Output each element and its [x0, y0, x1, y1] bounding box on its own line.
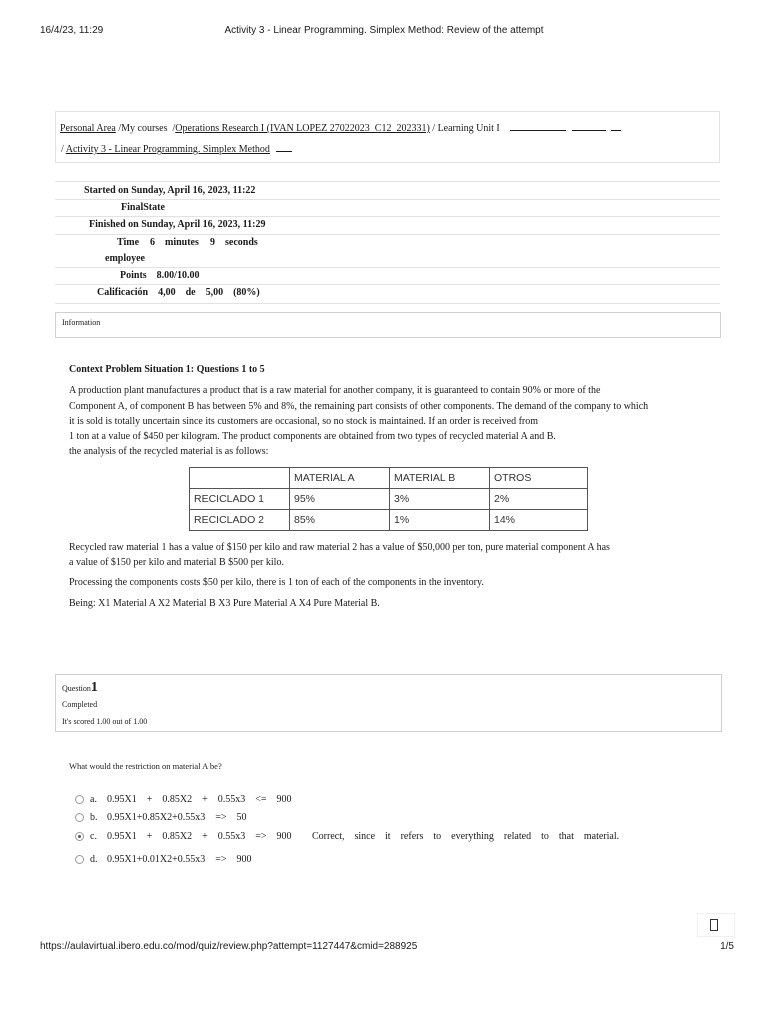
breadcrumb-activity-link[interactable]: Activity 3 - Linear Programming. Simplex Method: [65, 144, 270, 155]
breadcrumb-line-1: [60, 121, 621, 134]
points: Points 8.00/10.00: [120, 270, 200, 281]
table-row: [190, 510, 588, 531]
information-box: [55, 312, 721, 338]
print-datetime: 16/4/23, 11:29: [40, 25, 104, 36]
context-paragraph-line: Component A, of component B has between 5% and 8%, the remaining part consists of other components. The demand of the company to which: [69, 401, 649, 412]
table-cell: RECICLADO 2: [190, 510, 290, 531]
breadcrumb-course-link[interactable]: Operations Research I (IVAN LOPEZ 27022023_C12_202331): [175, 123, 430, 134]
breadcrumb-blank: [510, 121, 566, 131]
question-status: Completed: [62, 700, 98, 709]
question-number: [62, 680, 98, 696]
summary-row-grade: [55, 284, 720, 304]
breadcrumb-my-courses-link[interactable]: My courses: [121, 123, 168, 134]
option-expression: 0.95X1+0.01X2+0.55x3 => 900: [107, 854, 252, 865]
option-expression: 0.95X1 + 0.85X2 + 0.55x3 <= 900: [107, 794, 292, 805]
option-letter: b.: [90, 812, 98, 823]
table-header-row: [190, 468, 588, 489]
final-state: FinalState: [121, 202, 165, 213]
question-label: Question: [62, 684, 91, 693]
context-paragraph-line: the analysis of the recycled material is as follows:: [69, 446, 269, 457]
question-info-box: [55, 674, 722, 732]
summary-row-state: [55, 199, 720, 217]
page-icon-button[interactable]: [697, 913, 735, 937]
option-expression: 0.95X1 + 0.85X2 + 0.55x3 => 900: [107, 831, 292, 842]
context-paragraph-line: 1 ton at a value of $450 per kilogram. The product components are obtained from two types of recycled material A and B.: [69, 431, 556, 442]
breadcrumb: [55, 111, 720, 163]
time-minutes-label: minutes: [165, 237, 199, 248]
radio-button[interactable]: [75, 795, 84, 804]
breadcrumb-line-2: [61, 142, 292, 155]
radio-button-selected[interactable]: [75, 832, 84, 841]
print-page-number: 1/5: [720, 941, 734, 952]
question-score: It's scored 1.00 out of 1.00: [62, 717, 148, 726]
table-cell: 95%: [290, 489, 390, 510]
breadcrumb-blank: [572, 121, 606, 131]
time-suffix: employee: [105, 253, 145, 264]
context-paragraph-line: A production plant manufactures a product that is a raw material for another company, it is guaranteed to contain 90% or more of the: [69, 385, 601, 396]
summary-row-time: [55, 234, 720, 268]
context-paragraph-line: it is sold is totally uncertain since its customers are occasional, so no stock is maintained. If an order is received from: [69, 416, 539, 427]
context-paragraph-line: Recycled raw material 1 has a value of $150 per kilo and raw material 2 has a value of $50,000 per ton, pure material component A has: [69, 542, 610, 553]
summary-row-finished: [55, 216, 720, 235]
radio-button[interactable]: [75, 855, 84, 864]
information-label: Information: [62, 318, 101, 327]
table-row: [190, 489, 588, 510]
context-paragraph-line: Being: X1 Material A X2 Material B X3 Pure Material A X4 Pure Material B.: [69, 598, 380, 609]
table-cell: 3%: [390, 489, 490, 510]
question-text: What would the restriction on material A be?: [69, 761, 222, 771]
grade: Calificación 4,00 de 5,00 (80%): [97, 287, 260, 298]
radio-button[interactable]: [75, 813, 84, 822]
option-letter: a.: [90, 794, 97, 805]
breadcrumb-separator: /: [115, 123, 122, 134]
print-url: https://aulavirtual.ibero.edu.co/mod/quiz/review.php?attempt=1127447&cmid=288925: [40, 941, 418, 952]
table-cell: 14%: [490, 510, 588, 531]
option-letter: d.: [90, 854, 98, 865]
breadcrumb-separator: /: [429, 123, 438, 134]
option-feedback: Correct, since it refers to everything related to that material.: [312, 831, 620, 842]
option-letter: c.: [90, 831, 97, 842]
table-cell: 1%: [390, 510, 490, 531]
table-header-cell: [190, 468, 290, 489]
table-cell: RECICLADO 1: [190, 489, 290, 510]
context-paragraph-line: a value of $150 per kilo and material B $500 per kilo.: [69, 557, 284, 568]
time-minutes: 6: [150, 237, 155, 248]
time-seconds: 9: [210, 237, 215, 248]
finished-on: Finished on Sunday, April 16, 2023, 11:29: [89, 219, 266, 230]
breadcrumb-learning-unit-link[interactable]: Learning Unit I: [437, 123, 500, 134]
recycled-material-table: [189, 467, 588, 531]
table-header-cell: MATERIAL B: [390, 468, 490, 489]
breadcrumb-blank: [611, 121, 621, 131]
table-cell: 2%: [490, 489, 588, 510]
summary-row-started: [55, 181, 720, 200]
started-on: Started on Sunday, April 16, 2023, 11:22: [84, 185, 256, 196]
context-title: Context Problem Situation 1: Questions 1 to 5: [69, 364, 265, 375]
breadcrumb-separator: /: [61, 144, 66, 155]
question-number-value: 1: [90, 680, 98, 695]
time-seconds-label: seconds: [225, 237, 258, 248]
breadcrumb-blank: [276, 142, 292, 152]
table-header-cell: OTROS: [490, 468, 588, 489]
context-paragraph-line: Processing the components costs $50 per kilo, there is 1 ton of each of the components in the inventory.: [69, 577, 484, 588]
option-expression: 0.95X1+0.85X2+0.55x3 => 50: [107, 812, 247, 823]
breadcrumb-personal-area-link[interactable]: Personal Area: [60, 123, 116, 134]
table-header-cell: MATERIAL A: [290, 468, 390, 489]
table-cell: 85%: [290, 510, 390, 531]
breadcrumb-separator: /: [167, 123, 176, 134]
print-page-title: Activity 3 - Linear Programming. Simplex Method: Review of the attempt: [224, 25, 544, 36]
time-label: Time: [117, 237, 140, 248]
summary-row-points: [55, 267, 720, 285]
page-icon: [710, 919, 718, 931]
